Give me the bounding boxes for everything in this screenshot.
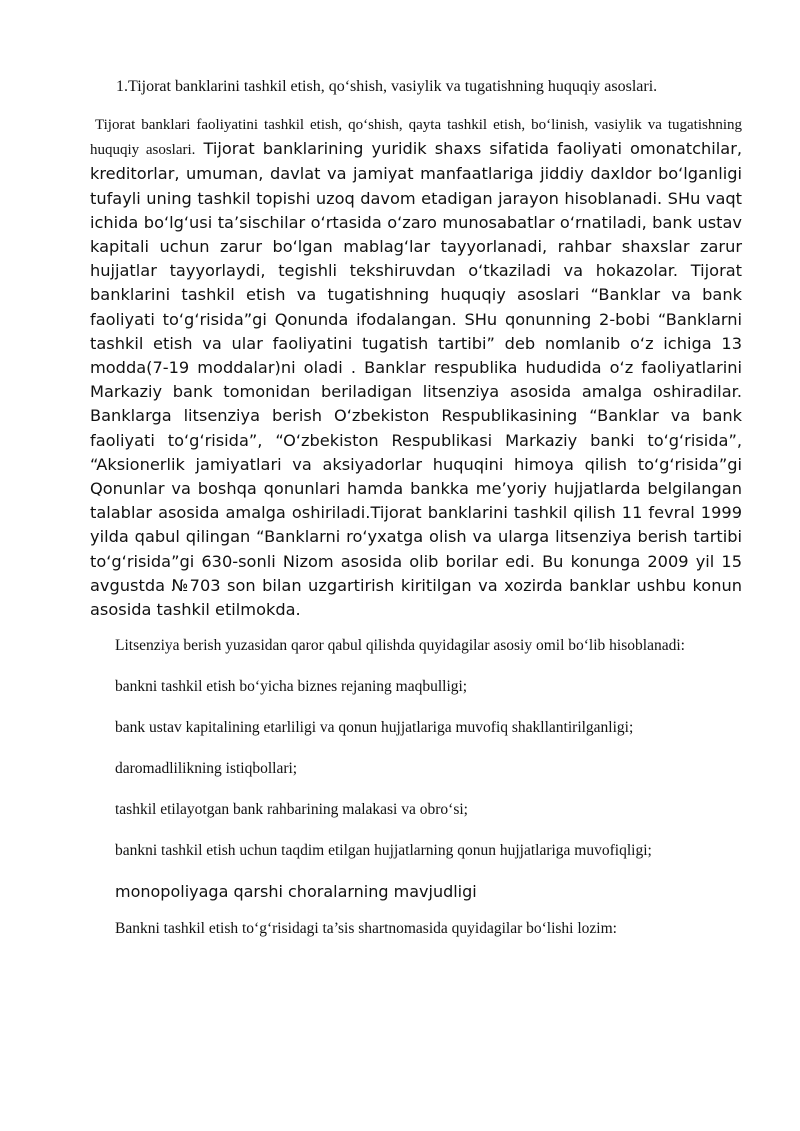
criteria-item-monopoly: monopoliyaga qarshi choralarning mavjudligi [115, 882, 477, 902]
paragraph-body: Tijorat banklarining yuridik shaxs sifatida faoliyati omonatchilar, kreditorlar, umuman, davlat va jamiyat manfaatlariga jiddiy daxldor bo‘lganligi tufayli uning tashkil topishi uzoq davom etadigan jarayon hisoblanadi. SHu vaqt ichida bo‘lg‘usi ta’sischilar o‘rtasida o‘zaro munosabatlar o‘rnatiladi, bank ustav kapitali uchun zarur bo‘lgan mablag‘lar tayyorlanadi, rahbar shaxslar zarur hujjatlar tayyorlaydi, tegishli tekshiruvdan o‘tkaziladi va hokazolar. Tijorat banklarini tashkil etish va tugatishning huquqiy asoslari “Banklar va bank faoliyati to‘g‘risida”gi Qonunda ifodalangan. SHu qonunning 2-bobi “Banklarni tashkil etish va ular faoliyatini tugatish tartibi” deb nomlanib o‘z ichiga 13 modda(7-19 moddalar)ni oladi . Banklar respublika hududida o‘z faoliyatlarini Markaziy bank tomonidan beriladigan litsenziya asosida amalga oshiradilar. Banklarga litsenziya berish O‘zbekiston Respublikasining “Banklar va bank faoliyati to‘g‘risida”, “O‘zbekiston Respublikasi Markaziy banki to‘g‘risida”, “Aksionerlik jamiyatlari va aksiyadorlar huquqini himoya qilish to‘g‘risida”gi Qonunlar va boshqa qonunlari hamda bankka me’yoriy hujjatlarda belgilangan talablar asosida amalga oshiriladi.Tijorat banklarini tashkil qilish 11 fevral 1999 yilda qabul qilingan “Banklarni ro‘yxatga olish va ularga litsenziya berish tartibi to‘g‘risida”gi 630-sonli Nizom asosida olib borilar edi. Bu konunga 2009 yil 15 avgustda №703 son bilan uzgartirish kiritilgan va xozirda banklar ushbu konun asosida tashkil etilmokda. [90, 139, 742, 620]
closing-paragraph: Bankni tashkil etish to‘g‘risidagi ta’sis shartnomasida quyidagilar bo‘lishi lozim: [115, 920, 617, 938]
criteria-item-capital: bank ustav kapitalining etarliligi va qonun hujjatlariga muvofiq shakllantirilganligi; [115, 719, 634, 737]
criteria-item-documents: bankni tashkil etish uchun taqdim etilgan hujjatlarning qonun hujjatlariga muvofiqligi; [115, 842, 652, 860]
criteria-item-management: tashkil etilayotgan bank rahbarining malakasi va obro‘si; [115, 801, 468, 819]
paragraph-lead: Tijorat banklari faoliyatini tashkil etish, qo‘shish, qayta tashkil etish, bo‘linish, vasiylik va tugatishning huquqiy asoslari. [90, 117, 742, 159]
document-page [90, 0, 742, 939]
criteria-item-business-plan: bankni tashkil etish bo‘yicha biznes rejaning maqbulligi; [115, 678, 468, 696]
litsenziya-intro: Litsenziya berish yuzasidan qaror qabul qilishda quyidagilar asosiy omil bo‘lib hisoblanadi: [115, 637, 685, 655]
criteria-item-profitability: daromadlilikning istiqbollari; [115, 760, 298, 778]
main-paragraph [90, 112, 742, 622]
section-heading: 1.Tijorat banklarini tashkil etish, qo‘shish, vasiylik va tugatishning huquqiy asoslari. [116, 78, 658, 95]
